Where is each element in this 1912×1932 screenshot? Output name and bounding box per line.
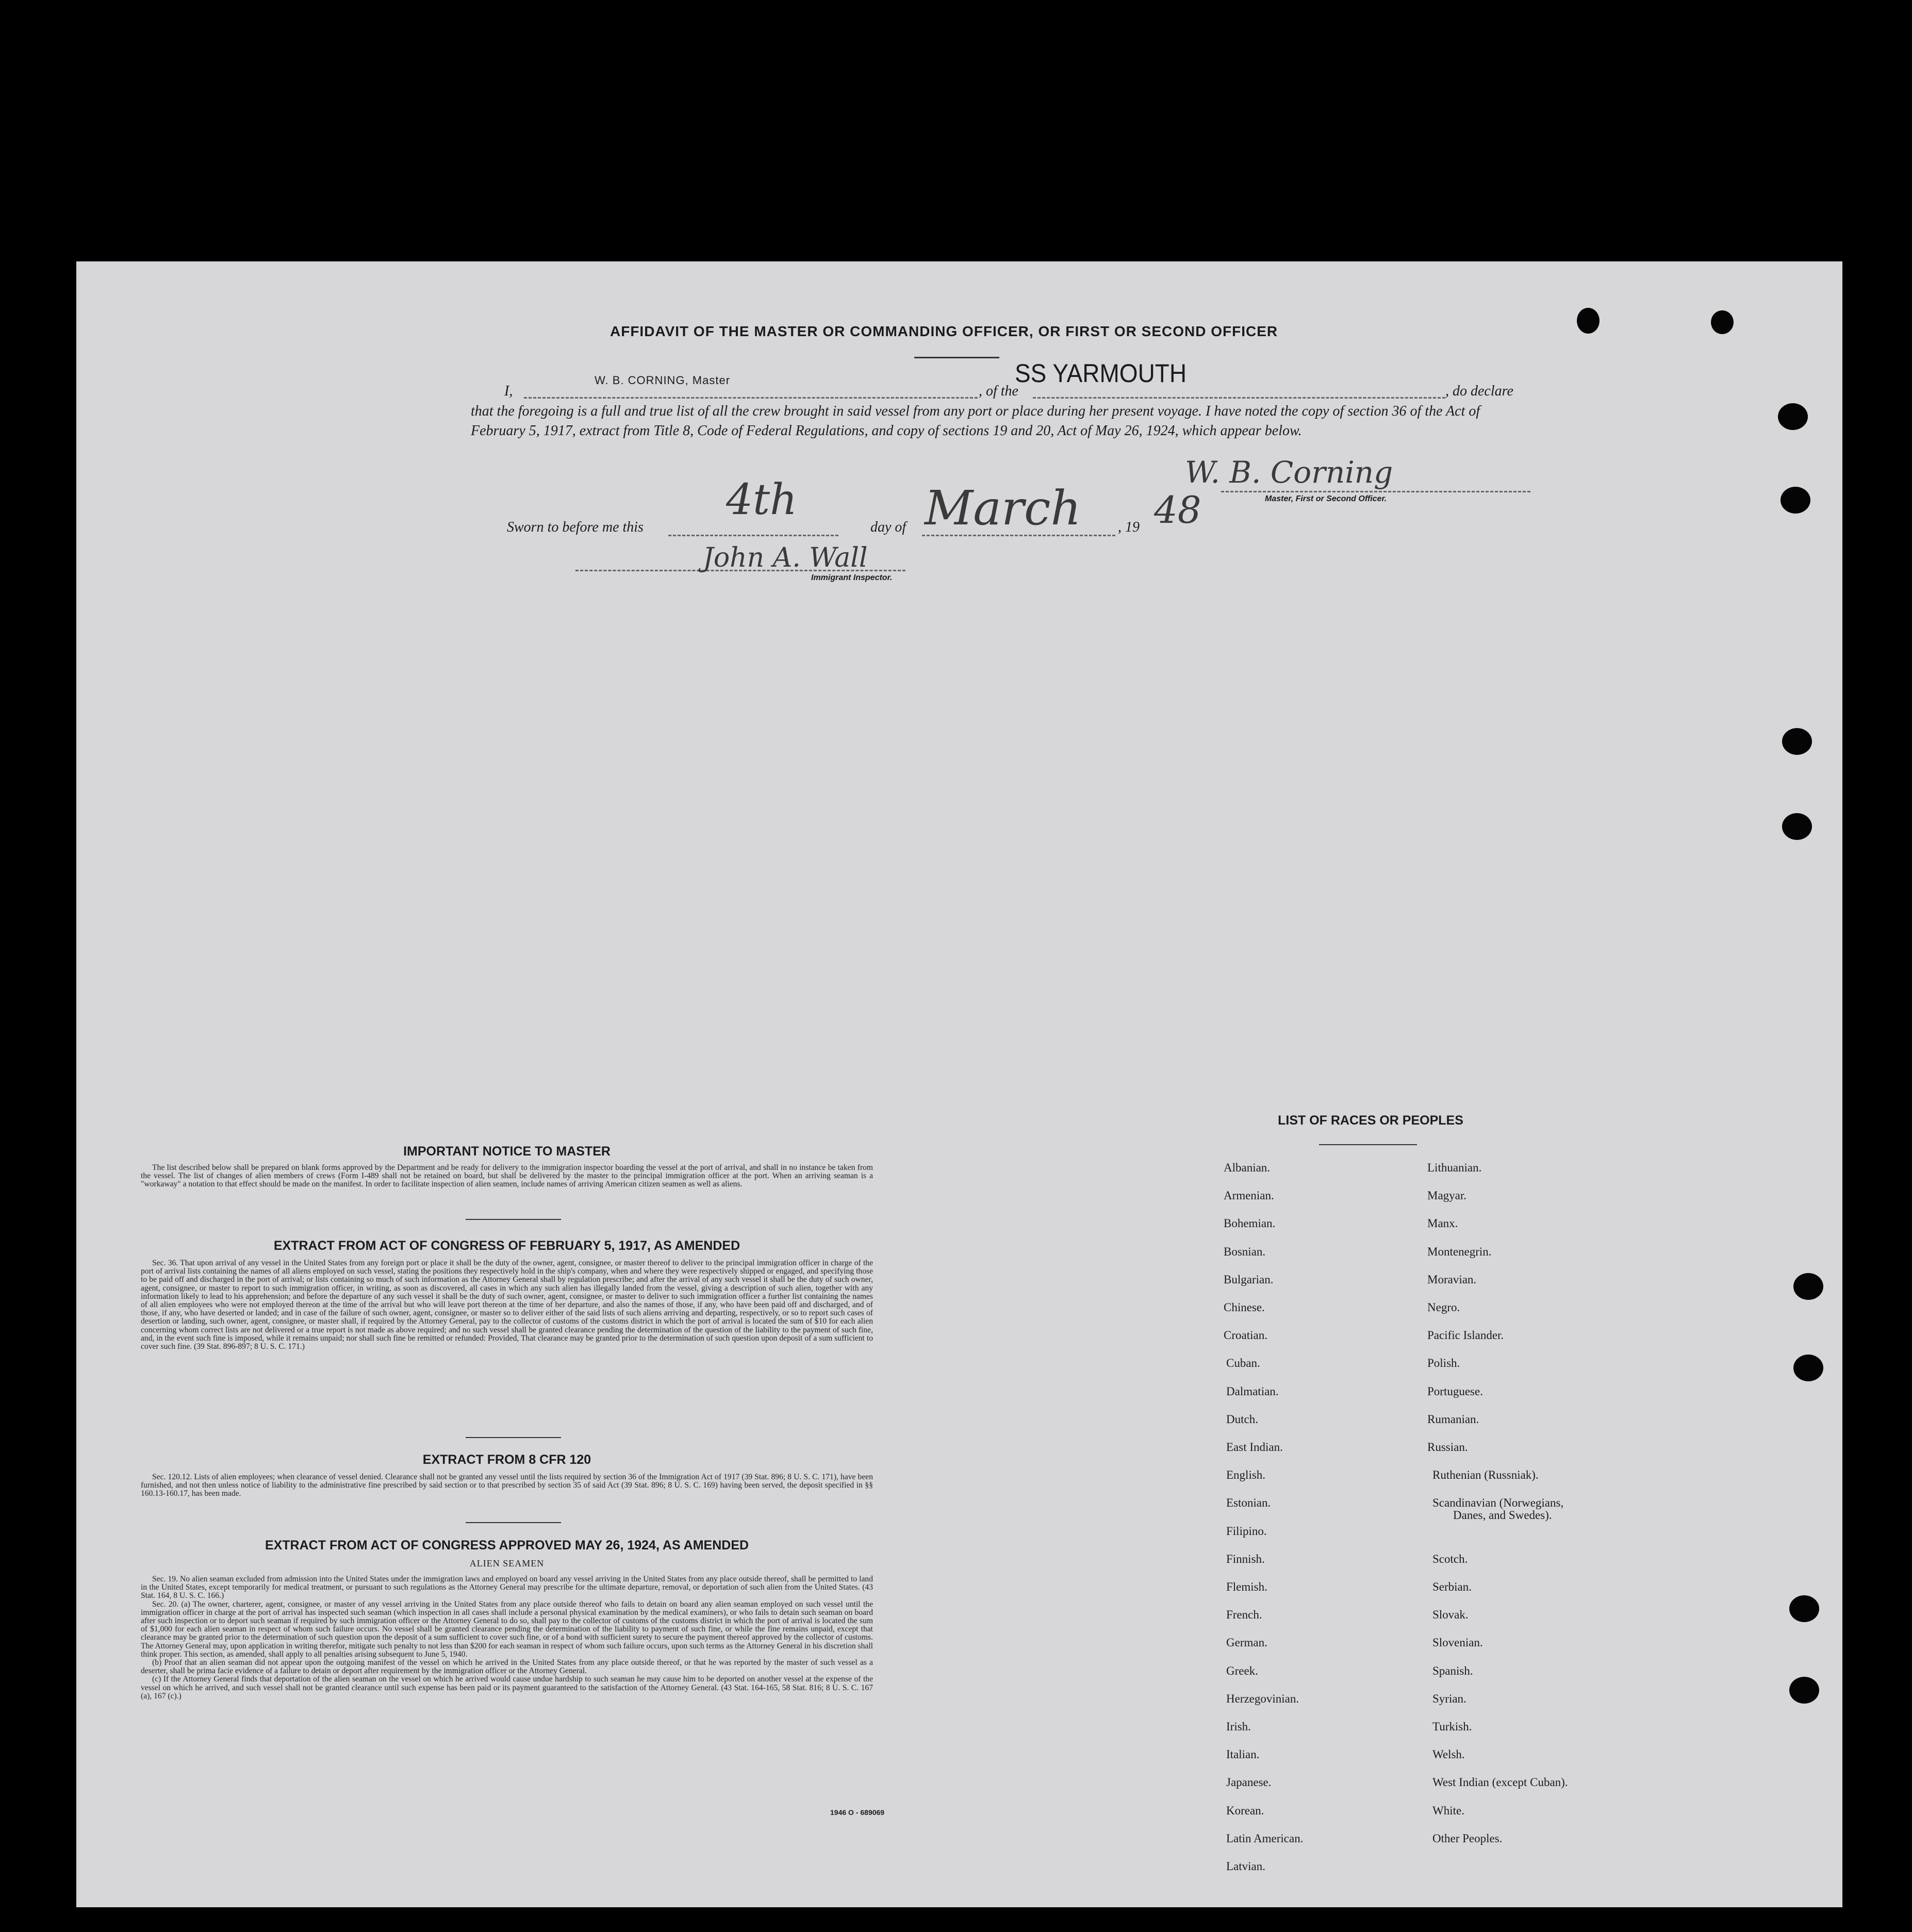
people-item: Japanese. <box>1226 1776 1272 1789</box>
extract-1924-sec20a: Sec. 20. (a) The owner, charterer, agent, consignee, or master of any vessel arriving in the United States from any place outside thereof who fails to detain on board any alien seaman employed on such vessel until the immigration officer in charge at the port of arrival has inspected such seaman (which inspection in all cases shall include a personal physical examination by the medical examiners), or who fails to detain such seaman on board after such inspection or to deport such seaman if required by such immigration officer or the Attorney General to do so, shall pay to the collector of customs of the customs district in which the port of arrival is located the sum of $1,000 for each alien seaman in respect of whom such failure occurs. No vessel shall be granted clearance pending the determination of the liability to payment of such fine, or while the fine remains unpaid, except that clearance may be granted prior to the determination of such question upon the deposit of a sum sufficient to cover such fine, or of a bond with sufficient surety to secure the payment thereof approved by the collector of customs. The Attorney General may, upon application in writing therefor, mitigate such penalty to not less than $200 for each seaman in respect of whom such failure occurs, upon such terms as the Attorney General in his discretion shall think proper. This section, as amended, shall apply to all penalties arising subsequent to June 5, 1940. <box>141 1599 873 1659</box>
extract-1924-subtitle: ALIEN SEAMEN <box>469 1558 545 1568</box>
punch-hole <box>1711 310 1734 334</box>
people-item: Other Peoples. <box>1432 1831 1503 1845</box>
form-page <box>76 261 1842 1907</box>
extract-1917-title: EXTRACT FROM ACT OF CONGRESS OF FEBRUARY 5, 1917, AS AMENDED <box>273 1239 740 1253</box>
people-item: Scotch. <box>1432 1552 1468 1565</box>
day-handwritten: 4th <box>726 475 797 524</box>
notice-rule <box>466 1219 561 1220</box>
peoples-rule <box>1319 1144 1417 1145</box>
inspector-caption: Immigrant Inspector. <box>811 573 893 582</box>
people-item: German. <box>1226 1636 1267 1649</box>
extract-1924-sec19: Sec. 19. No alien seaman excluded from admission into the United States under the immigration laws and employed on board any vessel arriving in the United States from any place outside thereof, shall be permitted to land in the United States, except temporarily for medical treatment, or pursuant to such regulations as the Attorney General may prescribe for the ultimate departure, removal, or deportation of such alien from the United States. (43 Stat. 164, 8 U. S. C. 166.) <box>141 1575 873 1600</box>
inspector-signature: John A. Wall <box>703 542 868 573</box>
day-line <box>668 535 838 536</box>
year-prefix-label: , 19 <box>1118 519 1140 535</box>
punch-hole <box>1781 487 1810 514</box>
people-item: Filipino. <box>1226 1524 1267 1538</box>
people-item: Cuban. <box>1226 1357 1260 1370</box>
print-code: 1946 O - 689069 <box>830 1808 885 1817</box>
affidavit-statement: that the foregoing is a full and true list of all the crew brought in said vessel from any port or place during her present voyage. I have noted the copy of section 36 of the Act of February 5, 1917, extract from Title 8, Code of Federal Regulations, and copy of sections 19 and 20, Act of May 26, 1924, which appear below. <box>471 403 1480 439</box>
do-declare-label: , do declare <box>1445 383 1513 399</box>
extract-cfr-title: EXTRACT FROM 8 CFR 120 <box>422 1452 591 1467</box>
punch-hole <box>1793 1273 1823 1300</box>
vessel-name-value: SS YARMOUTH <box>1015 359 1187 388</box>
people-item: Syrian. <box>1432 1692 1466 1705</box>
people-item: Danes, and Swedes). <box>1453 1509 1552 1522</box>
extract-1924-text <box>141 1575 873 1700</box>
people-item: Albanian. <box>1224 1161 1271 1174</box>
punch-hole <box>1789 1677 1819 1704</box>
punch-hole <box>1793 1355 1823 1381</box>
extract-cfr-paragraph: Sec. 120.12. Lists of alien employees; when clearance of vessel denied. Clearance shall not be granted any vessel until the lists required by section 36 of the Immigration Act of 1917 (39 Stat. 896; 8 U. S. C. 171), have been furnished, and not then unless notice of liability to the administrative fine prescribed by said section or to that prescribed by section 35 of said Act (39 Stat. 896; 8 U. S. C. 169) having been served, the deposit specified in §§ 160.13-160.17, has been made. <box>141 1473 873 1498</box>
people-item: Polish. <box>1427 1357 1460 1370</box>
people-item: Magyar. <box>1427 1189 1467 1202</box>
punch-hole <box>1577 308 1600 334</box>
people-item: Moravian. <box>1427 1273 1477 1286</box>
people-item: Manx. <box>1427 1217 1458 1230</box>
people-item: Scandinavian (Norwegians, <box>1432 1496 1564 1510</box>
people-item: Rumanian. <box>1427 1412 1479 1426</box>
people-item: Portuguese. <box>1427 1384 1483 1398</box>
peoples-title: LIST OF RACES OR PEOPLES <box>1278 1113 1463 1128</box>
title-rule <box>914 357 999 358</box>
people-item: Pacific Islander. <box>1427 1329 1504 1342</box>
year-handwritten: 48 <box>1154 488 1201 532</box>
master-name-line <box>524 397 978 399</box>
people-item: Bohemian. <box>1224 1217 1276 1230</box>
people-item: Turkish. <box>1432 1720 1472 1733</box>
notice-text <box>141 1164 873 1189</box>
vessel-name-line <box>1033 397 1445 399</box>
people-item: White. <box>1432 1804 1464 1817</box>
people-item: Slovak. <box>1432 1608 1469 1622</box>
people-item: Montenegrin. <box>1427 1245 1492 1258</box>
people-item: East Indian. <box>1226 1441 1283 1454</box>
punch-hole <box>1782 728 1812 755</box>
punch-hole <box>1789 1595 1819 1622</box>
extract-1924-title: EXTRACT FROM ACT OF CONGRESS APPROVED MAY 26, 1924, AS AMENDED <box>265 1538 749 1553</box>
people-item: Herzegovinian. <box>1226 1692 1299 1705</box>
people-item: Greek. <box>1226 1664 1258 1677</box>
pronoun-label: I, <box>504 383 513 399</box>
people-item: Latin American. <box>1226 1831 1304 1845</box>
day-of-label: day of <box>870 519 906 535</box>
notice-paragraph: The list described below shall be prepared on blank forms approved by the Department and be ready for delivery to the immigration inspector boarding the vessel at the port of arrival, and shall in no instance be taken from the vessel. The list of changes of alien members of crews (Form I-489 shall not be retained on board, but shall be delivered by the master to the principal immigration officer at the port. When an arriving seaman is a "workaway" a notation to that effect should be made on the manifest. In order to facilitate inspection of alien seamen, include names of arriving American citizen seamen as well as aliens. <box>141 1163 873 1189</box>
master-caption: Master, First or Second Officer. <box>1265 494 1387 503</box>
extract-cfr-rule <box>466 1522 561 1523</box>
sworn-label: Sworn to before me this <box>507 519 644 535</box>
people-item: Lithuanian. <box>1427 1161 1482 1174</box>
people-item: Negro. <box>1427 1301 1460 1314</box>
punch-hole <box>1778 403 1808 430</box>
people-item: Slovenian. <box>1432 1636 1483 1649</box>
punch-hole <box>1782 813 1812 840</box>
people-item: Chinese. <box>1224 1301 1265 1314</box>
extract-1917-paragraph: Sec. 36. That upon arrival of any vessel in the United States from any foreign port or place it shall be the duty of the owner, agent, consignee, or master thereof to deliver to the principal immigration officer in charge of the port of arrival lists containing the names of all aliens employed on such vessel, stating the positions they respectively hold in the ship's company, when and where they were respectively shipped or engaged, and specifying those to be paid off and discharged in the port of arrival; or lists containing so much of such information as the Attorney General shall by regulation prescribe; and after the arrival of any such vessel it shall be the duty of such owner, agent, consignee, or master to report to such immigration officer, in writing, as soon as discovered, all cases in which any such alien has illegally landed from the vessel, giving a description of such alien, together with any information likely to lead to his apprehension; and before the departure of any such vessel it shall be the duty of such owner, agent, consignee, or master to deliver to such immigration officer a further list containing the names of all alien employees who were not employed thereon at the time of the arrival but who will leave port thereon at the time of her departure, and also the names of those, if any, who have been paid off and discharged, and of those, if any, who have deserted or landed; and in case of the failure of such owner, agent, consignee, or master so to deliver either of the said lists of such aliens arriving and departing, respectively, or so to report such cases of desertion or landing, such owner, agent, consignee, or master shall, if required by the Attorney General, pay to the collector of customs of the customs district in which the port of arrival is located the sum of $10 for each alien concerning whom correct lists are not delivered or a true report is not made as above required; and no such vessel shall be granted clearance pending the determination of the question of the liability to the payment of such fine, and, in the event such fine is imposed, while it remains unpaid; nor shall such fine be remitted or refunded: Provided, That clearance may be granted prior to the determination of such question upon deposit of a sum sufficient to cover such fine. (39 Stat. 896-897; 8 U. S. C. 171.) <box>141 1259 873 1351</box>
month-handwritten: March <box>925 481 1081 536</box>
people-item: French. <box>1226 1608 1262 1622</box>
affidavit-title: AFFIDAVIT OF THE MASTER OR COMMANDING OFFICER, OR FIRST OR SECOND OFFICER <box>610 323 1278 339</box>
people-item: Italian. <box>1226 1748 1260 1761</box>
people-item: Bosnian. <box>1224 1245 1266 1258</box>
master-signature: W. B. Corning <box>1185 455 1393 490</box>
people-item: Armenian. <box>1224 1189 1274 1202</box>
people-item: Bulgarian. <box>1224 1273 1274 1286</box>
extract-1924-sec20c: (c) If the Attorney General finds that deportation of the alien seaman on the vessel on which he arrived would cause undue hardship to such seaman he may cause him to be deported on another vessel at the expense of the vessel on which he arrived, and such vessel shall not be granted clearance until such expense has been paid or its payment guaranteed to the satisfaction of the Attorney General. (43 Stat. 164-165, 58 Stat. 816; 8 U. S. C. 167 (a), 167 (c).) <box>141 1675 873 1700</box>
people-item: Dutch. <box>1226 1412 1258 1426</box>
people-item: Dalmatian. <box>1226 1384 1279 1398</box>
notice-title: IMPORTANT NOTICE TO MASTER <box>403 1144 611 1159</box>
master-signature-line <box>1221 491 1530 492</box>
people-item: English. <box>1226 1468 1266 1482</box>
extract-1917-text <box>141 1259 873 1351</box>
people-item: Spanish. <box>1432 1664 1473 1677</box>
of-the-label: , of the <box>979 383 1018 399</box>
people-item: Latvian. <box>1226 1860 1265 1873</box>
extract-1917-rule <box>466 1437 561 1438</box>
extract-1924-sec20b: (b) Proof that an alien seaman did not appear upon the outgoing manifest of the vessel on which he arrived in the United States from any place outside thereof, or that he was reported by the master of such vessel as a deserter, shall be prima facie evidence of a failure to detain or deport after requirement by the immigration officer or the Attorney General. <box>141 1658 873 1676</box>
people-item: Welsh. <box>1432 1748 1465 1761</box>
extract-cfr-text <box>141 1473 873 1498</box>
people-item: Ruthenian (Russniak). <box>1432 1468 1539 1482</box>
people-item: Korean. <box>1226 1804 1264 1817</box>
people-item: Finnish. <box>1226 1552 1265 1565</box>
people-item: Russian. <box>1427 1441 1468 1454</box>
people-item: Irish. <box>1226 1720 1251 1733</box>
people-item: Flemish. <box>1226 1580 1267 1593</box>
people-item: Serbian. <box>1432 1580 1472 1593</box>
master-name-value: W. B. CORNING, Master <box>595 374 731 387</box>
people-item: Estonian. <box>1226 1496 1271 1510</box>
people-item: West Indian (except Cuban). <box>1432 1776 1568 1789</box>
people-item: Croatian. <box>1224 1329 1267 1342</box>
